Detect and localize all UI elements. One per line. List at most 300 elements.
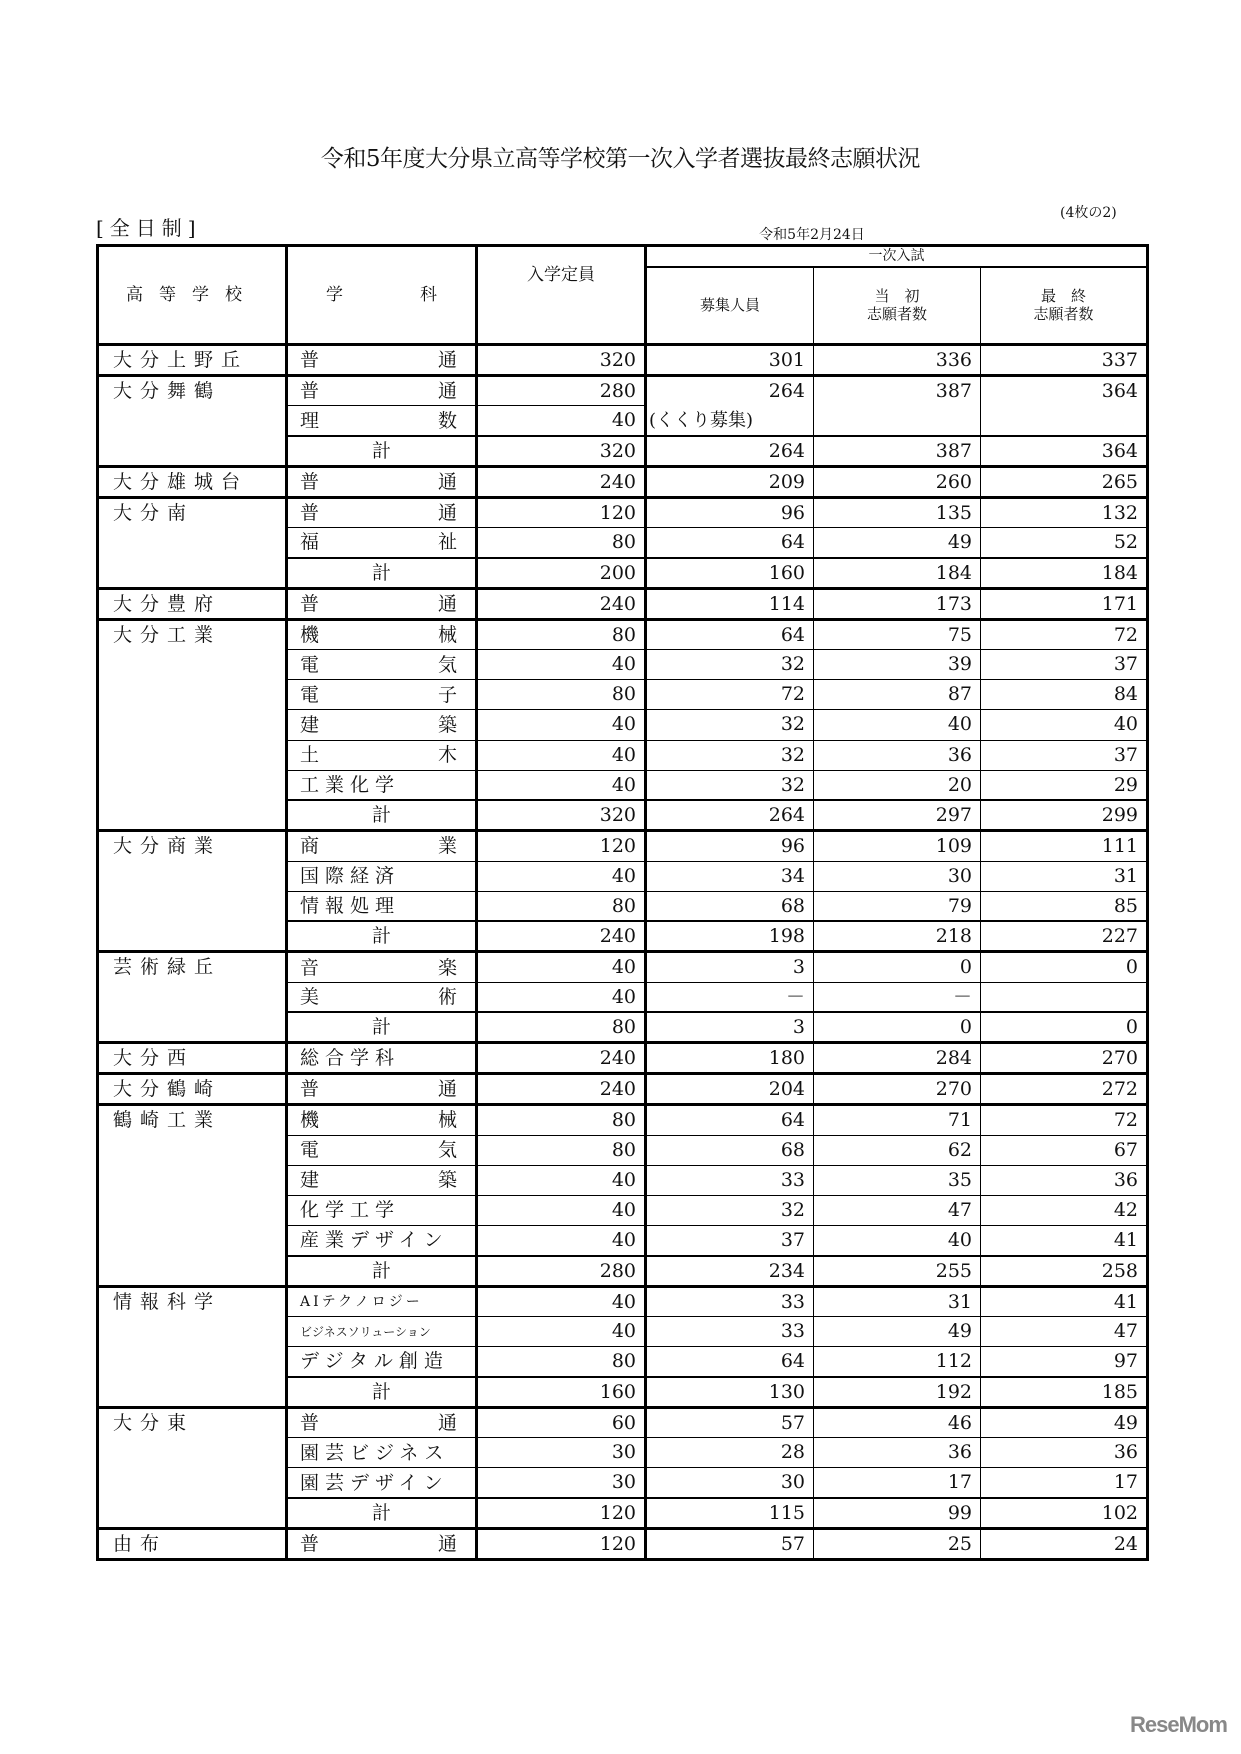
final-applicants-value-cell [981,1316,1148,1346]
subject-name: 総合学科 [300,1047,401,1070]
initial-applicants-value: 109 [935,835,972,858]
subject-cell [287,376,477,406]
final-applicants-value-cell [981,1195,1148,1225]
initial-applicants-value: 35 [947,1168,972,1191]
initial-applicants-value: 112 [935,1350,972,1373]
subject-cell [287,1347,477,1377]
school-name-cell [98,497,287,588]
recruit-value: 72 [780,683,805,706]
capacity-value: 80 [477,1105,646,1135]
initial-applicants-value-cell [814,952,981,982]
recruit-value: 3 [792,956,805,979]
capacity-value: 120 [477,497,646,527]
subject-cell [287,740,477,770]
school-name-cell [98,1286,287,1407]
subject-name: 商 業 [300,835,457,858]
subject-cell [287,497,477,527]
subject-name: 普 通 [300,380,457,403]
school-name: 情報科学 [113,1290,222,1313]
subject-cell [287,1074,477,1105]
header-first-exam: 一次入試 [646,246,1148,267]
subject-name: 普 通 [300,470,457,493]
capacity-value: 40 [477,710,646,740]
capacity-value: 280 [477,376,646,406]
recruit-value-cell [646,1528,814,1559]
recruit-value-cell [646,345,814,376]
document-title: 令和5年度大分県立高等学校第一次入学者選抜最終志願状況 [320,146,921,172]
recruit-total: 234 [646,1256,814,1287]
page-number: (4枚の2) [1060,205,1117,221]
recruit-value: 96 [780,501,805,524]
recruit-value: 68 [780,894,805,917]
initial-applicants-value-cell [814,588,981,619]
final-applicants-value-cell [981,1347,1148,1377]
subject-name: 園芸デザイン [300,1471,449,1494]
recruit-value-cell [646,619,814,649]
final-applicants-value-cell [981,982,1148,1012]
capacity-total: 320 [477,800,646,831]
school-name: 芸術緑丘 [113,956,222,979]
final-applicants-value-cell [981,619,1148,649]
initial-applicants-value-cell [814,770,981,800]
table-row [98,1407,1148,1437]
school-name: 由布 [113,1532,168,1555]
initial-applicants-value-cell [814,1468,981,1498]
applicants-table [96,244,1149,1561]
subject-name: 国際経済 [300,865,401,888]
initial-applicants-value-cell [814,1043,981,1074]
subject-cell [287,1407,477,1437]
initial-applicants-value: 79 [947,894,972,917]
recruit-value-cell [646,740,814,770]
subject-cell [287,1286,477,1316]
subject-cell [287,619,477,649]
capacity-value: 40 [477,1316,646,1346]
total-label: 計 [287,1498,477,1529]
recruit-value: 64 [780,1350,805,1373]
capacity-value: 240 [477,1074,646,1105]
recruit-value-cell [646,588,814,619]
subject-name: 化学工学 [300,1199,401,1222]
subject-cell [287,1528,477,1559]
initial-applicants-value: 46 [947,1411,972,1434]
school-name-cell [98,1074,287,1105]
table-row [98,588,1148,619]
initial-applicants-value-cell [814,1074,981,1105]
final-applicants-value-cell [981,528,1148,558]
initial-applicants-value: 47 [947,1198,972,1221]
final-applicants-value-cell [981,1105,1148,1135]
final-applicants-value-cell [981,466,1148,497]
school-name-cell [98,588,287,619]
final-applicants-value: 17 [1113,1471,1138,1494]
recruit-value: 33 [780,1319,805,1342]
initial-applicants-value-cell [814,982,981,1012]
watermark-logo: ReseMom [1130,1712,1227,1737]
capacity-value: 40 [477,1195,646,1225]
table-row [98,1528,1148,1559]
subject-cell [287,1316,477,1346]
final-applicants-value-cell [981,1528,1148,1559]
initial-applicants-value-cell [814,1528,981,1559]
subject-name: 普 通 [300,1078,457,1101]
school-name: 大分南 [113,501,195,524]
final-applicants-value-cell [981,740,1148,770]
recruit-value-cell [646,1195,814,1225]
subject-name: 普 通 [300,1532,457,1555]
capacity-value: 40 [477,952,646,982]
subject-cell [287,528,477,558]
capacity-value: 320 [477,345,646,376]
school-name: 大分東 [113,1411,195,1434]
subject-name: 建 築 [300,713,457,736]
initial-applicants-value-cell [814,466,981,497]
subject-cell [287,649,477,679]
initial-applicants-value: 40 [947,713,972,736]
subject-name: 機 械 [300,1109,457,1132]
final-applicants-value: 85 [1113,894,1138,917]
final-applicants-value: 84 [1113,683,1138,706]
subject-name: 工業化学 [300,774,401,797]
initial-applicants-value-cell [814,1316,981,1346]
capacity-total: 200 [477,558,646,589]
subject-name: 普 通 [300,1411,457,1434]
capacity-value: 30 [477,1438,646,1468]
subject-cell [287,1468,477,1498]
table-row [98,345,1148,376]
initial-applicants-value-cell [814,861,981,891]
recruit-value-cell [646,982,814,1012]
initial-applicants-value-cell [814,1226,981,1256]
recruit-value: 32 [780,713,805,736]
capacity-value: 80 [477,891,646,921]
capacity-value: 40 [477,1165,646,1195]
recruit-value-cell [646,1135,814,1165]
recruit-value-cell [646,528,814,558]
subject-cell [287,1105,477,1135]
initial-applicants-total: 218 [814,921,981,952]
initial-applicants-value: 75 [947,623,972,646]
subject-cell [287,466,477,497]
capacity-value: 40 [477,982,646,1012]
school-name-cell [98,1407,287,1528]
final-applicants-value-cell [981,345,1148,376]
recruit-value-cell [646,376,814,436]
recruit-value: 33 [780,1168,805,1191]
final-applicants-value: 272 [1101,1078,1138,1101]
initial-applicants-value-cell [814,528,981,558]
capacity-total: 280 [477,1256,646,1287]
initial-applicants-value: 40 [947,1229,972,1252]
recruit-value: 57 [780,1411,805,1434]
initial-applicants-value: 20 [947,773,972,796]
total-label: 計 [287,1256,477,1287]
recruit-value: 114 [768,592,805,615]
total-label: 計 [287,558,477,589]
total-label: 計 [287,436,477,467]
recruit-value-cell [646,680,814,710]
recruit-value-cell [646,649,814,679]
capacity-value: 40 [477,1286,646,1316]
recruit-value: 33 [780,1290,805,1313]
header-capacity: 入学定員 [477,246,646,345]
final-applicants-value-cell [981,861,1148,891]
final-applicants-value-cell [981,1043,1148,1074]
school-name: 大分雄城台 [113,470,249,493]
subject-name: 普 通 [300,592,457,615]
recruit-value: 32 [780,773,805,796]
initial-applicants-value: 49 [947,531,972,554]
initial-applicants-value: 39 [947,652,972,675]
subject-cell [287,891,477,921]
table-row [98,1074,1148,1105]
final-applicants-value: 132 [1101,501,1138,524]
subject-name: 普 通 [300,349,457,371]
school-name: 大分豊府 [113,592,222,615]
subject-name: 電 子 [300,683,457,706]
header-school: 高等学校 [98,246,287,345]
initial-applicants-value: 387 [935,380,972,402]
recruit-value: 64 [780,1109,805,1132]
subject-cell [287,406,477,436]
final-applicants-total: 299 [981,800,1148,831]
capacity-value: 240 [477,466,646,497]
table-row [98,466,1148,497]
final-applicants-value-cell [981,1226,1148,1256]
school-name: 大分工業 [113,623,222,646]
final-applicants-value-cell [981,831,1148,861]
recruit-value: 32 [780,743,805,766]
capacity-value: 40 [477,649,646,679]
final-applicants-value-cell [981,588,1148,619]
capacity-total: 120 [477,1498,646,1529]
recruit-note: (くくり募集) [649,409,754,431]
recruit-value-cell [646,770,814,800]
recruit-value: 28 [780,1441,805,1463]
total-label: 計 [287,921,477,952]
recruit-value: 30 [780,1471,805,1494]
recruit-value: 64 [780,623,805,646]
initial-applicants-value: 31 [947,1290,972,1313]
recruit-value: 204 [768,1078,805,1101]
initial-applicants-total: 387 [814,436,981,467]
final-applicants-value: 40 [1113,713,1138,736]
subject-name: 園芸ビジネス [300,1441,450,1464]
capacity-value: 80 [477,1347,646,1377]
initial-applicants-value-cell [814,497,981,527]
recruit-value-cell [646,1316,814,1346]
school-name-cell [98,345,287,376]
final-applicants-value: 49 [1113,1411,1138,1434]
final-applicants-value: 24 [1113,1532,1138,1555]
school-name-cell [98,466,287,497]
capacity-value: 240 [477,1043,646,1074]
final-applicants-total: 258 [981,1256,1148,1287]
capacity-value: 60 [477,1407,646,1437]
subject-name: 美 術 [300,985,457,1008]
subject-cell [287,1135,477,1165]
initial-applicants-value: 62 [947,1138,972,1161]
capacity-total: 240 [477,921,646,952]
initial-applicants-value-cell [814,1438,981,1468]
initial-applicants-value-cell [814,1407,981,1437]
final-applicants-value-cell [981,1165,1148,1195]
recruit-value: 180 [768,1047,805,1070]
table-row [98,376,1148,406]
final-applicants-value-cell [981,376,1148,436]
final-applicants-value: 36 [1113,1441,1138,1463]
initial-applicants-total: 297 [814,800,981,831]
initial-applicants-value-cell [814,345,981,376]
header-recruit: 募集人員 [646,267,814,345]
recruit-value-cell [646,861,814,891]
table-row [98,952,1148,982]
final-applicants-value: 41 [1113,1229,1138,1252]
initial-applicants-value: 36 [947,1441,972,1463]
recruit-value: 37 [780,1229,805,1252]
recruit-total: 264 [646,436,814,467]
capacity-value: 80 [477,619,646,649]
final-applicants-value-cell [981,649,1148,679]
subject-cell [287,1438,477,1468]
final-applicants-value-cell [981,680,1148,710]
table-row [98,619,1148,649]
capacity-value: 40 [477,861,646,891]
final-applicants-value: 36 [1113,1168,1138,1191]
subject-name: 電 気 [300,653,457,676]
header-final-applicants: 最 終 志願者数 [981,267,1148,345]
final-applicants-value: 0 [1125,956,1138,979]
final-applicants-value: 265 [1101,470,1138,493]
capacity-value: 80 [477,528,646,558]
initial-applicants-value-cell [814,1347,981,1377]
school-name-cell [98,1105,287,1286]
final-applicants-value: 111 [1101,835,1138,858]
initial-applicants-value: 17 [947,1471,972,1494]
table-row [98,1105,1148,1135]
initial-applicants-value: 71 [947,1109,972,1132]
school-name-cell [98,952,287,1043]
final-applicants-total: 227 [981,921,1148,952]
initial-applicants-value: 284 [935,1047,972,1070]
initial-applicants-value: 135 [935,501,972,524]
final-applicants-value-cell [981,770,1148,800]
initial-applicants-value: 25 [947,1532,972,1555]
final-applicants-value: 270 [1101,1047,1138,1070]
initial-applicants-total: 99 [814,1498,981,1529]
school-name-cell [98,831,287,952]
final-applicants-value: 37 [1113,743,1138,766]
total-label: 計 [287,1012,477,1043]
final-applicants-value: 29 [1113,773,1138,796]
initial-applicants-value: － [952,985,972,1008]
school-name-cell [98,376,287,467]
subject-name: 機 械 [300,623,457,646]
final-applicants-value: 97 [1113,1350,1138,1373]
final-applicants-value-cell [981,497,1148,527]
initial-applicants-value-cell [814,710,981,740]
recruit-value-cell [646,1226,814,1256]
subject-name: 情報処理 [300,895,401,918]
school-name: 鶴崎工業 [113,1109,222,1132]
initial-applicants-total: 0 [814,1012,981,1043]
final-applicants-value-cell [981,1074,1148,1105]
table-row [98,831,1148,861]
final-applicants-value: 72 [1113,623,1138,646]
division-label: [全日制] [96,216,202,240]
capacity-value: 40 [477,406,646,436]
final-applicants-total: 0 [981,1012,1148,1043]
recruit-value-cell [646,952,814,982]
subject-name: 普 通 [300,501,457,524]
school-name-cell [98,619,287,831]
initial-applicants-value-cell [814,1195,981,1225]
initial-applicants-value: 30 [947,864,972,887]
recruit-total: 264 [646,800,814,831]
school-name: 大分上野丘 [113,349,249,371]
recruit-value-cell [646,1438,814,1468]
final-applicants-value-cell [981,1135,1148,1165]
subject-cell [287,770,477,800]
recruit-value-cell [646,1105,814,1135]
initial-applicants-value-cell [814,649,981,679]
subject-name: 理 数 [300,409,457,432]
initial-applicants-value: 36 [947,743,972,766]
recruit-total: 160 [646,558,814,589]
final-applicants-value: 337 [1101,349,1138,371]
subject-cell [287,1195,477,1225]
school-name-cell [98,1528,287,1559]
recruit-value-cell [646,1347,814,1377]
final-applicants-value: 47 [1113,1319,1138,1342]
initial-applicants-value-cell [814,831,981,861]
final-applicants-value: 31 [1113,864,1138,887]
subject-cell [287,1043,477,1074]
recruit-value: 68 [780,1138,805,1161]
subject-cell [287,982,477,1012]
capacity-value: 240 [477,588,646,619]
initial-applicants-value: 87 [947,683,972,706]
initial-applicants-value-cell [814,619,981,649]
subject-name: デジタル創造 [300,1350,449,1373]
initial-applicants-value-cell [814,891,981,921]
subject-cell [287,345,477,376]
initial-applicants-value-cell [814,1105,981,1135]
final-applicants-value: 364 [1101,380,1138,402]
initial-applicants-total: 184 [814,558,981,589]
initial-applicants-value-cell [814,740,981,770]
subject-name: 建 築 [300,1169,457,1192]
final-applicants-value: 52 [1113,531,1138,554]
subject-cell [287,861,477,891]
subject-cell [287,710,477,740]
school-name-cell [98,1043,287,1074]
recruit-value: 209 [768,470,805,493]
final-applicants-value-cell [981,710,1148,740]
recruit-value: 34 [780,864,805,887]
final-applicants-value-cell [981,1286,1148,1316]
subject-cell [287,831,477,861]
subject-name: AIテクノロジー [300,1293,423,1310]
initial-applicants-total: 192 [814,1377,981,1408]
final-applicants-value: 37 [1113,652,1138,675]
recruit-value-cell [646,1286,814,1316]
table-row [98,1043,1148,1074]
final-applicants-value-cell [981,1407,1148,1437]
recruit-value-cell [646,1407,814,1437]
capacity-value: 120 [477,1528,646,1559]
final-applicants-value: 67 [1113,1138,1138,1161]
